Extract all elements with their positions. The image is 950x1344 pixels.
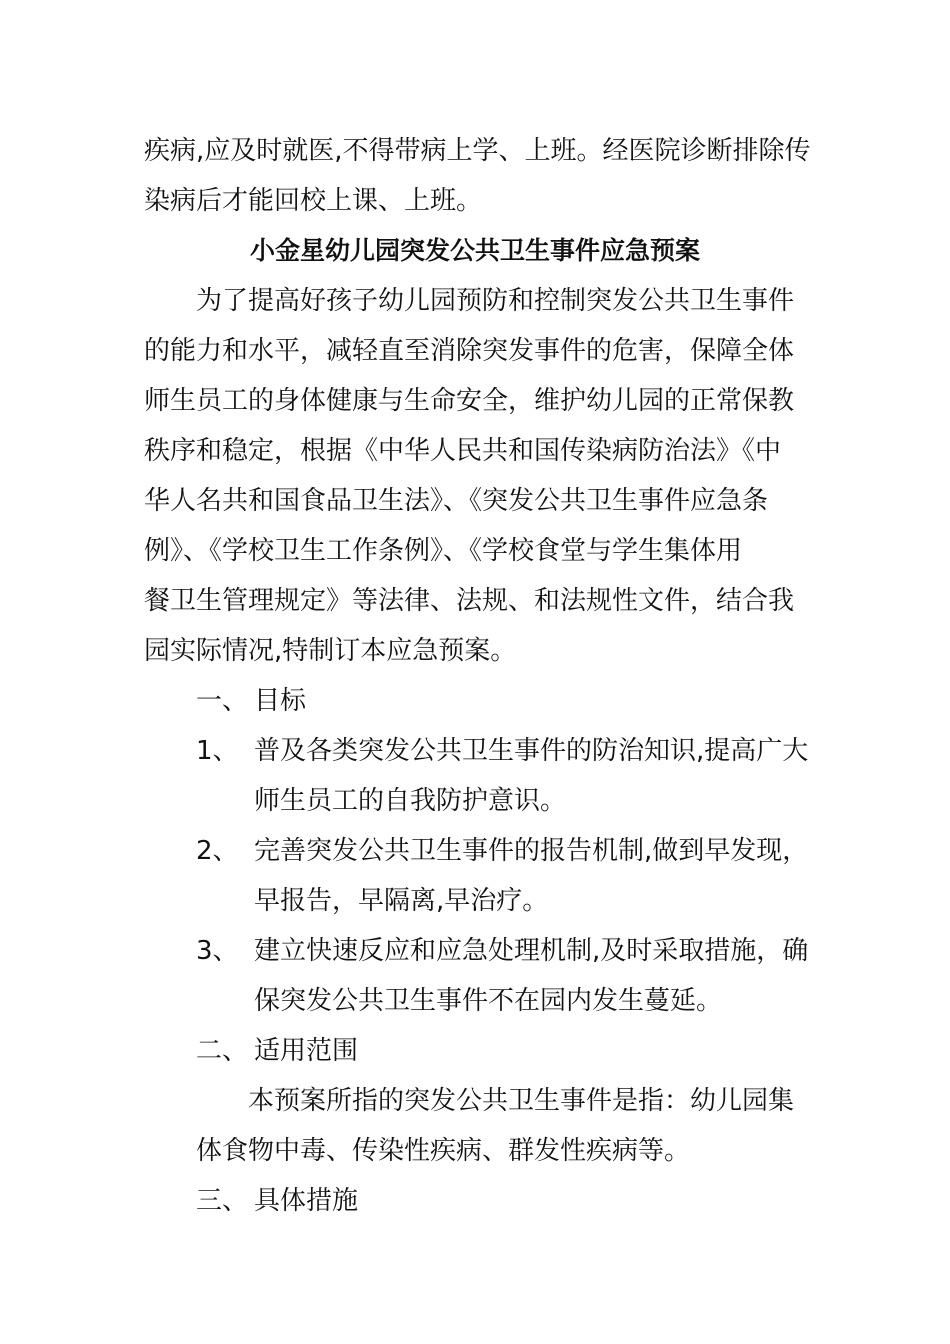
paragraph-line: 秩序和稳定，根据《中华人民共和国传染病防治法》《中 <box>144 436 782 466</box>
text-line: 疾病,应及时就医,不得带病上学、上班。经医院诊断排除传 <box>144 136 811 166</box>
paragraph-line: 本预案所指的突发公共卫生事件是指：幼儿园集 <box>248 1086 795 1116</box>
item-number: 2、 <box>196 836 239 866</box>
list-item-line: 保突发公共卫生事件不在园内发生蔓延。 <box>254 986 723 1016</box>
paragraph-line: 为了提高好孩子幼儿园预防和控制突发公共卫生事件 <box>196 286 795 316</box>
list-item-line: 普及各类突发公共卫生事件的防治知识,提高广大 <box>254 736 809 766</box>
section-number: 一、 <box>196 686 249 716</box>
section-heading: 具体措施 <box>254 1186 359 1216</box>
section-number: 三、 <box>196 1186 249 1216</box>
item-number: 3、 <box>196 936 239 966</box>
section-heading: 适用范围 <box>254 1036 359 1066</box>
document-title: 小金星幼儿园突发公共卫生事件应急预案 <box>249 236 700 265</box>
section-heading: 目标 <box>254 686 307 716</box>
paragraph-line: 体食物中毒、传染性疾病、群发性疾病等。 <box>196 1136 691 1166</box>
item-number: 1、 <box>196 736 239 766</box>
section-number: 二、 <box>196 1036 249 1066</box>
paragraph-line: 园实际情况,特制订本应急预案。 <box>144 636 517 666</box>
list-item-line: 建立快速反应和应急处理机制,及时采取措施，确 <box>254 936 809 966</box>
list-item-line: 师生员工的自我防护意识。 <box>254 786 567 816</box>
paragraph-line: 的能力和水平，减轻直至消除突发事件的危害，保障全体 <box>144 336 795 366</box>
paragraph-line: 例》、《学校卫生工作条例》、《学校食堂与学生集体用 <box>144 536 743 566</box>
list-item-line: 完善突发公共卫生事件的报告机制,做到早发现， <box>254 836 809 866</box>
paragraph-line: 师生员工的身体健康与生命安全，维护幼儿园的正常保教 <box>144 386 795 416</box>
paragraph-line: 华人名共和国食品卫生法》、《突发公共卫生事件应急条 <box>144 486 769 516</box>
text-line: 染病后才能回校上课、上班。 <box>144 186 483 216</box>
paragraph-line: 餐卫生管理规定》等法律、法规、和法规性文件，结合我 <box>144 586 795 616</box>
list-item-line: 早报告，早隔离,早治疗。 <box>254 886 549 916</box>
